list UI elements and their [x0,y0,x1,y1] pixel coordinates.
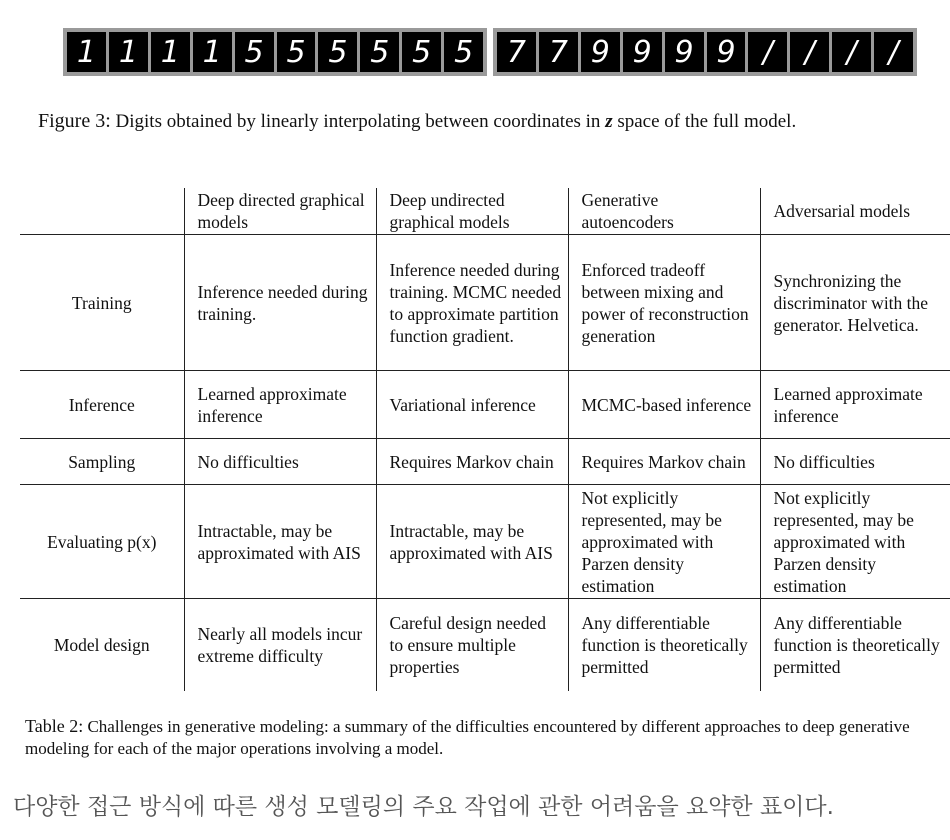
table-row [20,235,950,371]
challenges-table [20,188,950,691]
digit-image: / [832,32,871,72]
table-row [20,485,950,599]
row-header: Training [20,235,184,371]
table-cell: Not explicitly represented, may be approximated with Parzen density estimation [568,485,760,599]
column-header: Deep directed graphical models [184,188,376,235]
table-caption-label: Table 2: [25,716,84,736]
table-cell: Inference needed during training. MCMC needed to approximate partition function gradient. [376,235,568,371]
digit-image: 5 [318,32,357,72]
table-cell: Synchronizing the discriminator with the generator. Helvetica. [760,235,950,371]
table-cell: Inference needed during training. [184,235,376,371]
digit-image: 1 [193,32,232,72]
table-row [20,439,950,485]
table-header-row [20,188,950,235]
digit-image: 5 [277,32,316,72]
digit-image: 1 [151,32,190,72]
table-cell: Requires Markov chain [568,439,760,485]
table-cell: Variational inference [376,371,568,439]
figure-caption-text: Digits obtained by linearly interpolating between coordinates in [115,111,601,132]
row-header: Evaluating p(x) [20,485,184,599]
figure-caption-label: Figure 3: [38,110,111,132]
figure-caption [38,110,948,133]
digit-image: 5 [402,32,441,72]
digit-strip-right [493,28,917,76]
column-header: Deep undirected graphical models [376,188,568,235]
table-caption-text: Challenges in generative modeling: a summary of the difficulties encountered by different approaches to deep generative modeling for each of the major operations involving a model. [25,717,910,758]
digit-image: 5 [235,32,274,72]
table-cell: Learned approximate inference [184,371,376,439]
table-cell: Learned approximate inference [760,371,950,439]
row-header: Model design [20,599,184,691]
table-cell: No difficulties [760,439,950,485]
table-cell: No difficulties [184,439,376,485]
column-header-empty [20,188,184,235]
column-header: Generative autoencoders [568,188,760,235]
digit-strip-left [63,28,487,76]
korean-annotation: 다양한 접근 방식에 따른 생성 모델링의 주요 작업에 관한 어려움을 요약한 표이다. [13,794,834,820]
table-cell: Any differentiable function is theoretically permitted [760,599,950,691]
table-cell: Nearly all models incur extreme difficulty [184,599,376,691]
digit-image: 5 [360,32,399,72]
digit-image: 9 [623,32,662,72]
table-cell: Requires Markov chain [376,439,568,485]
digit-image: / [874,32,913,72]
digit-image: / [790,32,829,72]
table-cell: MCMC-based inference [568,371,760,439]
digit-image: 9 [581,32,620,72]
digit-image: 7 [497,32,536,72]
digit-image: 1 [67,32,106,72]
table-cell: Intractable, may be approximated with AIS [184,485,376,599]
row-header: Inference [20,371,184,439]
table-cell: Careful design needed to ensure multiple properties [376,599,568,691]
column-header: Adversarial models [760,188,950,235]
table-row [20,371,950,439]
digit-image: 5 [444,32,483,72]
row-header: Sampling [20,439,184,485]
digit-image: 9 [665,32,704,72]
table-caption [25,715,945,760]
digit-image: / [748,32,787,72]
table-row [20,599,950,691]
digit-image: 7 [539,32,578,72]
table-cell: Enforced tradeoff between mixing and power of reconstruction generation [568,235,760,371]
table-cell: Any differentiable function is theoretically permitted [568,599,760,691]
figure-caption-text-end: space of the full model. [617,111,797,132]
table-cell: Intractable, may be approximated with AIS [376,485,568,599]
figure-caption-variable: z [605,111,613,132]
digit-image: 9 [707,32,746,72]
table-cell: Not explicitly represented, may be approximated with Parzen density estimation [760,485,950,599]
digit-image: 1 [109,32,148,72]
